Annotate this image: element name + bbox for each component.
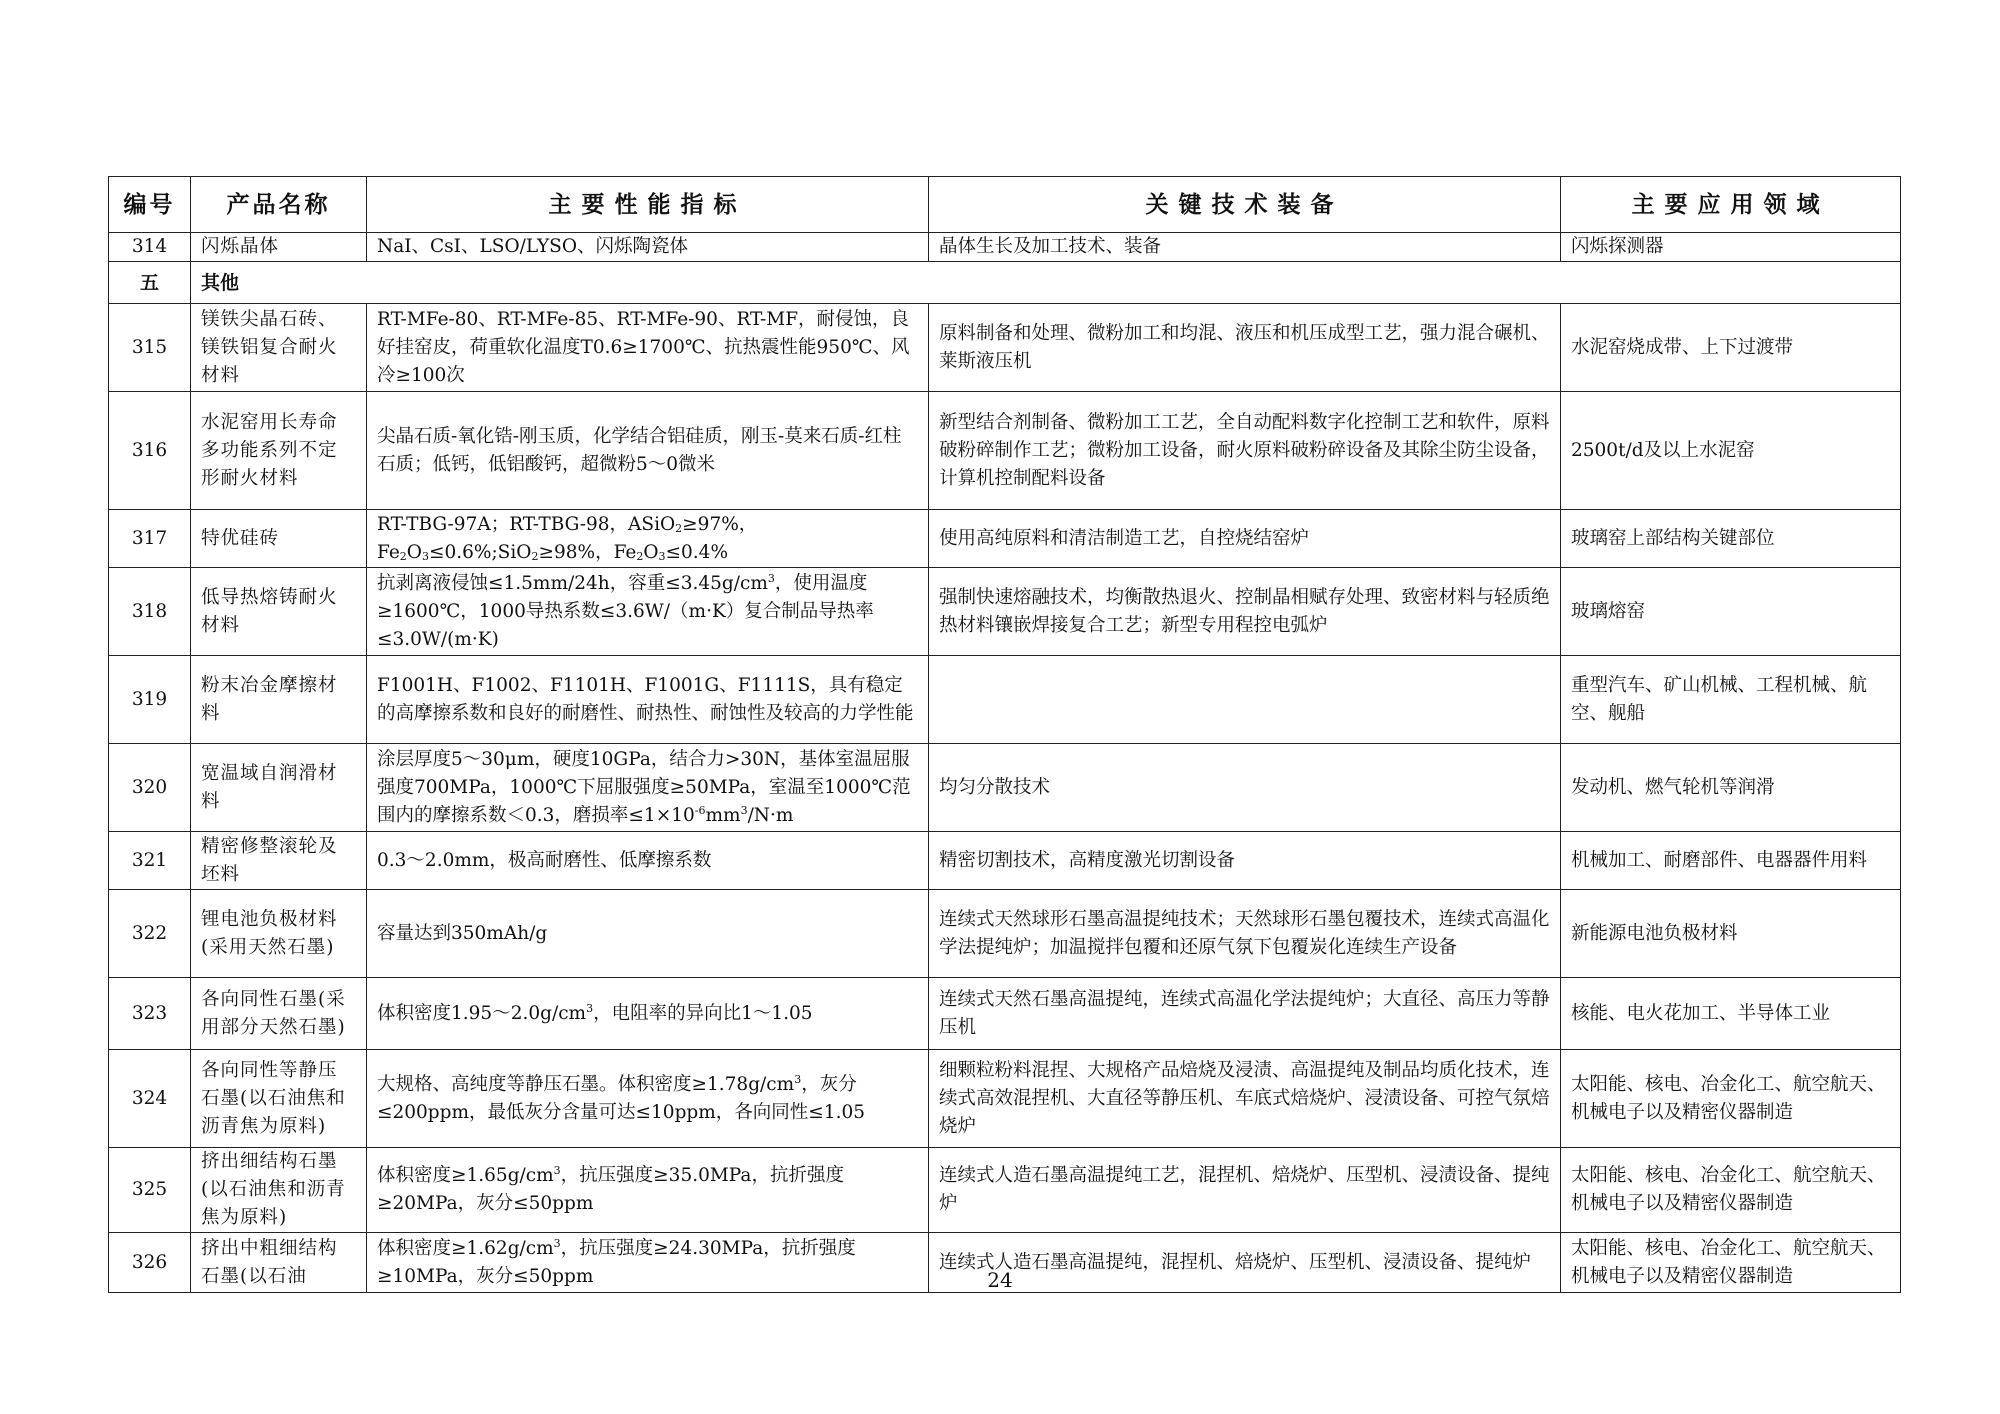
subscript: 3	[421, 549, 429, 563]
superscript: 3	[740, 803, 748, 817]
section-number: 五	[109, 262, 191, 304]
header-equipment: 关键技术装备	[929, 177, 1561, 233]
row-application: 发动机、燃气轮机等润滑	[1561, 744, 1901, 832]
spec-text: ，灰分≤200ppm，最低灰分含量可达≤10ppm，各向同性≤1.05	[377, 1073, 866, 1123]
product-table-container	[108, 176, 1900, 1293]
row-equipment: 连续式人造石墨高温提纯，混捏机、焙烧炉、压型机、浸渍设备、提纯炉	[929, 1233, 1561, 1293]
table-row	[109, 1050, 1901, 1148]
superscript: 3	[586, 1001, 594, 1015]
row-performance	[367, 510, 929, 568]
row-application: 机械加工、耐磨部件、电器器件用料	[1561, 832, 1901, 890]
row-equipment: 连续式天然石墨高温提纯，连续式高温化学法提纯炉；大直径、高压力等静压机	[929, 978, 1561, 1050]
row-name: 粉末冶金摩擦材料	[191, 656, 367, 744]
row-id: 322	[109, 890, 191, 978]
table-row	[109, 304, 1901, 392]
table-row	[109, 568, 1901, 656]
row-application: 太阳能、核电、冶金化工、航空航天、机械电子以及精密仪器制造	[1561, 1148, 1901, 1233]
row-application: 玻璃窑上部结构关键部位	[1561, 510, 1901, 568]
row-performance	[367, 744, 929, 832]
table-row	[109, 978, 1901, 1050]
table-row	[109, 832, 1901, 890]
row-performance: RT-MFe-80、RT-MFe-85、RT-MFe-90、RT-MF，耐侵蚀，良好挂窑皮，荷重软化温度T0.6≥1700℃、抗热震性能950℃、风冷≥100次	[367, 304, 929, 392]
row-name: 水泥窑用长寿命多功能系列不定形耐火材料	[191, 392, 367, 510]
row-equipment: 细颗粒粉料混捏、大规格产品焙烧及浸渍、高温提纯及制品均质化技术，连续式高效混捏机、大直径等静压机、车底式焙烧炉、浸渍设备、可控气氛焙烧炉	[929, 1050, 1561, 1148]
row-application: 太阳能、核电、冶金化工、航空航天、机械电子以及精密仪器制造	[1561, 1233, 1901, 1293]
superscript: 3	[794, 1072, 802, 1086]
row-application: 水泥窑烧成带、上下过渡带	[1561, 304, 1901, 392]
row-id: 325	[109, 1148, 191, 1233]
row-name: 各向同性石墨(采用部分天然石墨)	[191, 978, 367, 1050]
row-application: 2500t/d及以上水泥窑	[1561, 392, 1901, 510]
row-performance: 尖晶石质-氧化锆-刚玉质，化学结合铝硅质，刚玉-莫来石质-红柱石质；低钙，低铝酸钙，超微粉5～0微米	[367, 392, 929, 510]
row-equipment: 晶体生长及加工技术、装备	[929, 233, 1561, 262]
superscript: 3	[767, 571, 775, 585]
row-name: 挤出中粗细结构石墨(以石油	[191, 1233, 367, 1293]
row-name: 各向同性等静压石墨(以石油焦和沥青焦为原料)	[191, 1050, 367, 1148]
row-name: 宽温域自润滑材料	[191, 744, 367, 832]
spec-text: /N·m	[747, 804, 794, 826]
row-equipment: 精密切割技术，高精度激光切割设备	[929, 832, 1561, 890]
row-id: 321	[109, 832, 191, 890]
spec-text: ≤0.4%	[665, 541, 729, 563]
spec-text: O	[406, 541, 422, 563]
header-id: 编号	[109, 177, 191, 233]
row-performance: F1001H、F1002、F1101H、F1001G、F1111S，具有稳定的高摩擦系数和良好的耐磨性、耐热性、耐蚀性及较高的力学性能	[367, 656, 929, 744]
row-application: 新能源电池负极材料	[1561, 890, 1901, 978]
product-table	[108, 176, 1901, 1293]
row-id: 315	[109, 304, 191, 392]
section-title: 其他	[191, 262, 1901, 304]
subscript: 2	[531, 549, 539, 563]
row-equipment: 均匀分散技术	[929, 744, 1561, 832]
spec-text: ，使用温度≥1600℃，1000导热系数≤3.6W/（m·K）复合制品导热率≤3.0W/(m·K)	[377, 572, 874, 650]
row-equipment: 连续式天然球形石墨高温提纯技术；天然球形石墨包覆技术，连续式高温化学法提纯炉；加温搅拌包覆和还原气氛下包覆炭化连续生产设备	[929, 890, 1561, 978]
row-performance	[367, 1050, 929, 1148]
spec-text: ，电阻率的异向比1～1.05	[593, 1002, 813, 1024]
row-name: 挤出细结构石墨(以石油焦和沥青焦为原料)	[191, 1148, 367, 1233]
row-performance: 容量达到350mAh/g	[367, 890, 929, 978]
row-performance	[367, 1148, 929, 1233]
spec-text: 体积密度1.95～2.0g/cm	[377, 1002, 587, 1024]
row-application: 闪烁探测器	[1561, 233, 1901, 262]
row-performance: 0.3～2.0mm，极高耐磨性、低摩擦系数	[367, 832, 929, 890]
spec-text: ≤0.6%;SiO	[428, 541, 532, 563]
table-row	[109, 890, 1901, 978]
row-equipment: 原料制备和处理、微粉加工和均混、液压和机压成型工艺，强力混合碾机、莱斯液压机	[929, 304, 1561, 392]
row-id: 314	[109, 233, 191, 262]
spec-text: 抗剥离液侵蚀≤1.5mm/24h，容重≤3.45g/cm	[377, 572, 768, 594]
row-application: 核能、电火花加工、半导体工业	[1561, 978, 1901, 1050]
spec-text: 涂层厚度5～30μm，硬度10GPa，结合力>30N，基体室温屈服强度700MPa，1000℃下屈服强度≥50MPa，室温至1000℃范围内的摩擦系数＜0.3，磨损率≤1×10	[377, 748, 911, 826]
subscript: 2	[399, 549, 407, 563]
row-equipment: 新型结合剂制备、微粉加工工艺，全自动配料数字化控制工艺和软件，原料破粉碎制作工艺；微粉加工设备，耐火原料破粉碎设备及其除尘防尘设备，计算机控制配料设备	[929, 392, 1561, 510]
row-name: 精密修整滚轮及坯料	[191, 832, 367, 890]
row-equipment: 强制快速熔融技术，均衡散热退火、控制晶相赋存处理、致密材料与轻质绝热材料镶嵌焊接复合工艺；新型专用程控电弧炉	[929, 568, 1561, 656]
row-equipment	[929, 656, 1561, 744]
table-row	[109, 233, 1901, 262]
row-application: 太阳能、核电、冶金化工、航空航天、机械电子以及精密仪器制造	[1561, 1050, 1901, 1148]
row-id: 320	[109, 744, 191, 832]
header-application: 主要应用领域	[1561, 177, 1901, 233]
row-name: 特优硅砖	[191, 510, 367, 568]
row-equipment: 连续式人造石墨高温提纯工艺，混捏机、焙烧炉、压型机、浸渍设备、提纯炉	[929, 1148, 1561, 1233]
header-product-name: 产品名称	[191, 177, 367, 233]
row-performance: NaI、CsI、LSO/LYSO、闪烁陶瓷体	[367, 233, 929, 262]
spec-text: RT-TBG-97A；RT-TBG-98，ASiO	[377, 513, 676, 535]
spec-text: O	[643, 541, 659, 563]
table-header-row	[109, 177, 1901, 233]
page-number: 24	[987, 1268, 1013, 1292]
table-row	[109, 1148, 1901, 1233]
spec-text: 大规格、高纯度等静压石墨。体积密度≥1.78g/cm	[377, 1073, 795, 1095]
spec-text: ≥98%，Fe	[538, 541, 637, 563]
spec-text: ，抗压强度≥24.30MPa，抗折强度≥10MPa，灰分≤50ppm	[377, 1237, 856, 1287]
row-id: 318	[109, 568, 191, 656]
table-row	[109, 656, 1901, 744]
row-name: 锂电池负极材料(采用天然石墨)	[191, 890, 367, 978]
row-equipment: 使用高纯原料和清洁制造工艺，自控烧结窑炉	[929, 510, 1561, 568]
row-name: 镁铁尖晶石砖、镁铁铝复合耐火材料	[191, 304, 367, 392]
row-id: 326	[109, 1233, 191, 1293]
row-name: 低导热熔铸耐火材料	[191, 568, 367, 656]
row-performance	[367, 978, 929, 1050]
subscript: 2	[675, 521, 683, 535]
subscript: 2	[636, 549, 644, 563]
row-id: 317	[109, 510, 191, 568]
row-performance	[367, 568, 929, 656]
spec-text: 体积密度≥1.62g/cm	[377, 1237, 554, 1259]
superscript: 3	[553, 1236, 561, 1250]
subscript: 3	[658, 549, 666, 563]
row-name: 闪烁晶体	[191, 233, 367, 262]
spec-text: ≥97%，Fe	[377, 513, 758, 563]
row-id: 324	[109, 1050, 191, 1148]
superscript: -6	[694, 803, 706, 817]
row-id: 319	[109, 656, 191, 744]
row-id: 323	[109, 978, 191, 1050]
spec-text: 体积密度≥1.65g/cm	[377, 1165, 554, 1186]
row-id: 316	[109, 392, 191, 510]
row-application: 重型汽车、矿山机械、工程机械、航空、舰船	[1561, 656, 1901, 744]
spec-text: ，抗压强度≥35.0MPa，抗折强度≥20MPa，灰分≤50ppm	[377, 1165, 844, 1214]
row-application: 玻璃熔窑	[1561, 568, 1901, 656]
table-row	[109, 392, 1901, 510]
section-row	[109, 262, 1901, 304]
superscript: 3	[553, 1164, 561, 1177]
table-row	[109, 744, 1901, 832]
table-row	[109, 510, 1901, 568]
spec-text: mm	[705, 804, 741, 826]
header-performance: 主要性能指标	[367, 177, 929, 233]
